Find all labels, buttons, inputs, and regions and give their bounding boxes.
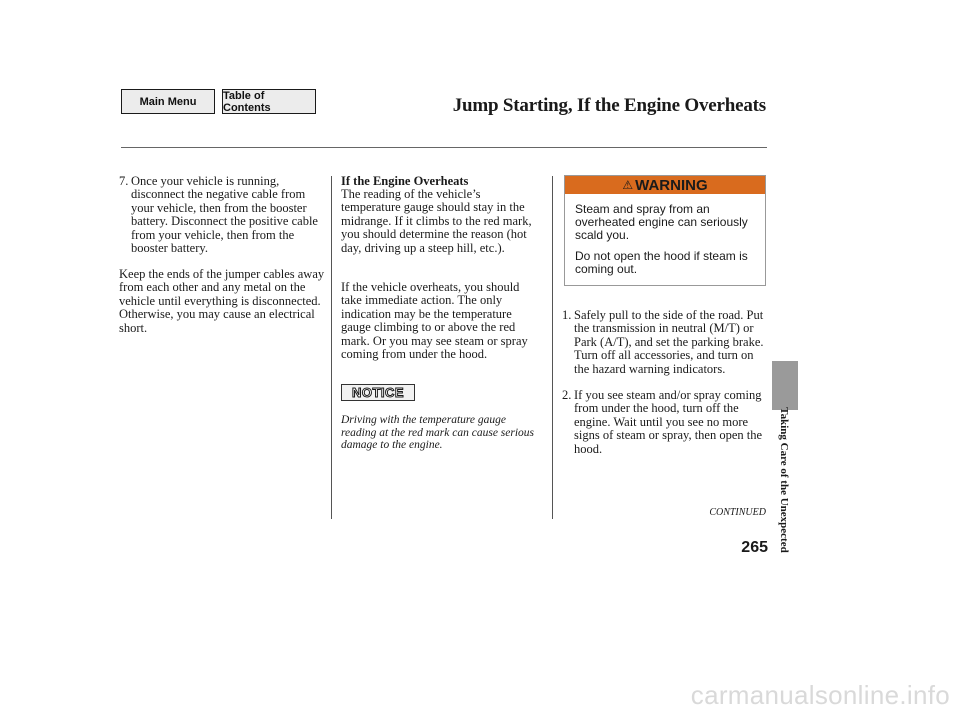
warning-text-2: Do not open the hood if steam is coming out. xyxy=(575,249,748,276)
column-divider-left xyxy=(331,176,332,519)
step-text: Once your vehicle is running, disconnect the negative cable from your vehicle, then from the booster battery. Disconnect the positive cable from your vehicle, then from the booster battery. xyxy=(131,174,318,256)
notice-label: NOTICE xyxy=(351,385,405,400)
step-text: Safely pull to the side of the road. Put the transmission in neutral (M/T) or Park (A/T), and set the parking brake. Turn off all accessories, and turn on the hazard warning indicators. xyxy=(574,308,764,376)
warning-body xyxy=(565,194,765,276)
table-of-contents-button[interactable]: Table of Contents xyxy=(222,89,316,114)
jumper-cables-paragraph: Keep the ends of the jumper cables away from each other and any metal on the vehicle until everything is disconnected. Otherwise, you may cause an electrical short. xyxy=(119,267,325,335)
watermark: carmanualsonline.info xyxy=(690,680,950,710)
page-number: 265 xyxy=(741,539,768,556)
step-number: 7. xyxy=(119,174,129,188)
temperature-gauge-paragraph: The reading of the vehicle’s temperature gauge should stay in the midrange. If it climbs to the red mark, you should determine the reason (hot day, driving up a steep hill, etc.). xyxy=(341,187,532,255)
section-side-label: Taking Care of the Unexpected xyxy=(778,407,790,553)
continued-label: CONTINUED xyxy=(709,507,766,518)
step-7 xyxy=(119,175,325,255)
section-heading: If the Engine Overheats xyxy=(341,174,469,188)
page-title: Jump Starting, If the Engine Overheats xyxy=(452,95,766,116)
notice-text: Driving with the temperature gauge reading at the red mark can cause serious damage to the engine. xyxy=(341,414,535,451)
list-item xyxy=(562,309,768,376)
step-text: If you see steam and/or spray coming from under the hood, turn off the engine. Wait until you see no more signs of steam or spray, then open the hood. xyxy=(574,388,763,456)
step-number: 2. xyxy=(562,388,572,403)
warning-header xyxy=(565,176,765,194)
warning-text-1: Steam and spray from an overheated engine can seriously scald you. xyxy=(575,202,748,242)
column-divider-right xyxy=(552,176,553,519)
warning-triangle-icon: ⚠ xyxy=(622,178,634,192)
warning-box xyxy=(564,175,766,286)
overheat-action-paragraph: If the vehicle overheats, you should take immediate action. The only indication may be the temperature gauge climbing to or above the red mark. Or you may see steam or spray coming from under the hood. xyxy=(341,280,528,362)
main-menu-button[interactable]: Main Menu xyxy=(121,89,215,114)
step-number: 1. xyxy=(562,308,572,322)
list-item xyxy=(562,389,768,456)
overheat-steps xyxy=(562,309,768,469)
title-divider xyxy=(121,147,767,148)
warning-label: WARNING xyxy=(635,176,708,194)
notice-badge xyxy=(341,384,415,401)
